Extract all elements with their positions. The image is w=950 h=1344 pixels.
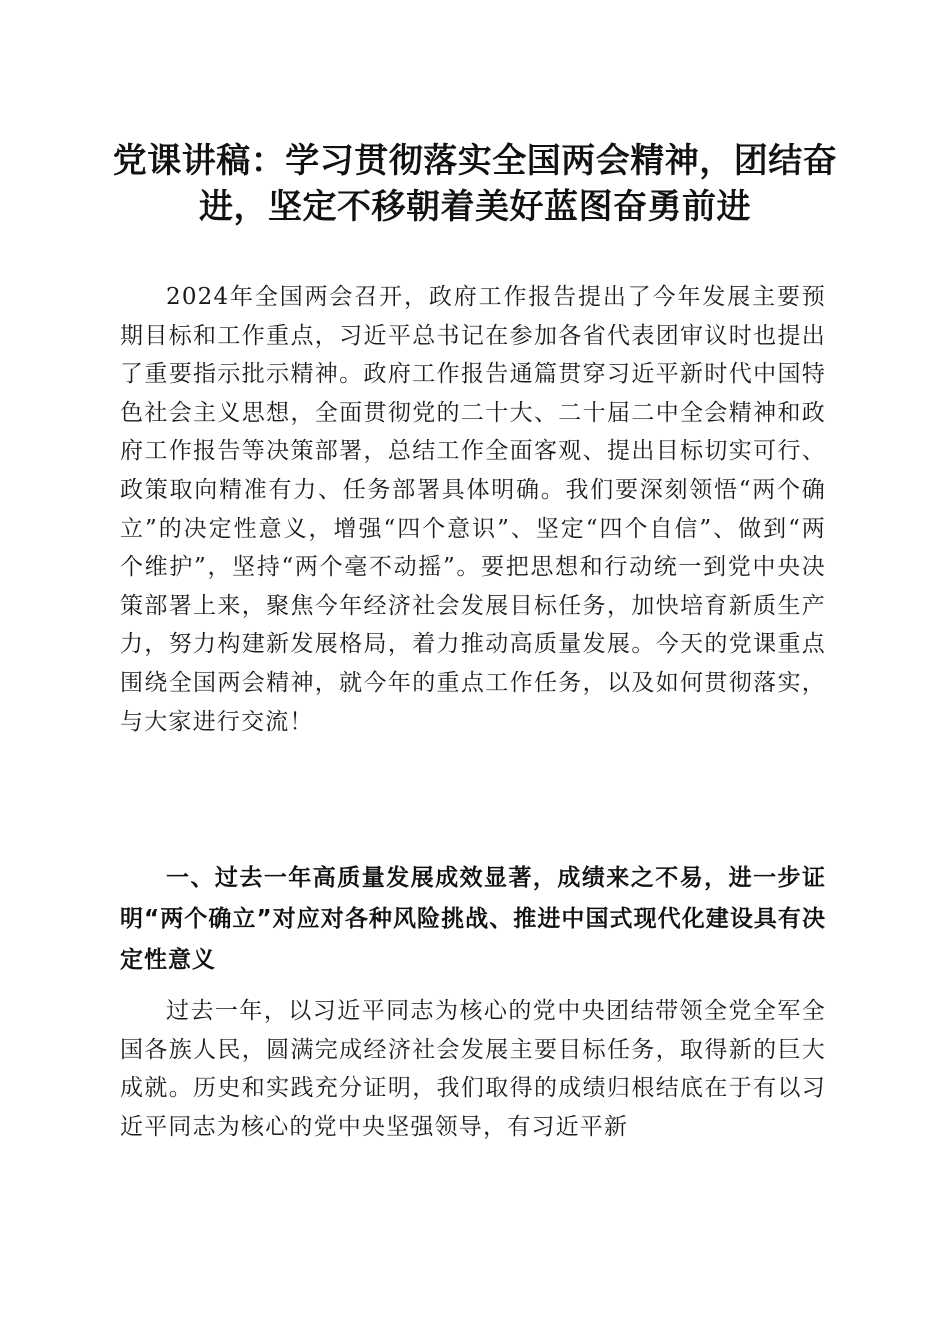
document-title: 党课讲稿：学习贯彻落实全国两会精神，团结奋进，坚定不移朝着美好蓝图奋勇前进	[112, 141, 838, 227]
intro-paragraph: 2024年全国两会召开，政府工作报告提出了今年发展主要预期目标和工作重点，习近平总书记在参加各省代表团审议时也提出了重要指示批示精神。政府工作报告通篇贯穿习近平新时代中国特色社会主义思想，全面贯彻党的二十大、二十届二中全会精神和政府工作报告等决策部署，总结工作全面客观、提出目标切实可行、政策取向精准有力、任务部署具体明确。我们要深刻领悟“两个确立”的决定性意义，增强“四个意识”、坚定“四个自信”、做到“两个维护”，坚持“两个毫不动摇”。要把思想和行动统一到党中央决策部署上来，聚焦今年经济社会发展目标任务，加快培育新质生产力，努力构建新发展格局，着力推动高质量发展。今天的党课重点围绕全国两会精神，就今年的重点工作任务，以及如何贯彻落实，与大家进行交流！	[120, 284, 826, 735]
section-heading: 一、过去一年高质量发展成效显著，成绩来之不易，进一步证明“两个确立”对应对各种风险挑战、推进中国式现代化建设具有决定性意义	[120, 865, 826, 973]
section-paragraph: 过去一年，以习近平同志为核心的党中央团结带领全党全军全国各族人民，圆满完成经济社会发展主要目标任务，取得新的巨大成就。历史和实践充分证明，我们取得的成绩归根结底在于有以习近平同志为核心的党中央坚强领导，有习近平新	[120, 998, 826, 1140]
